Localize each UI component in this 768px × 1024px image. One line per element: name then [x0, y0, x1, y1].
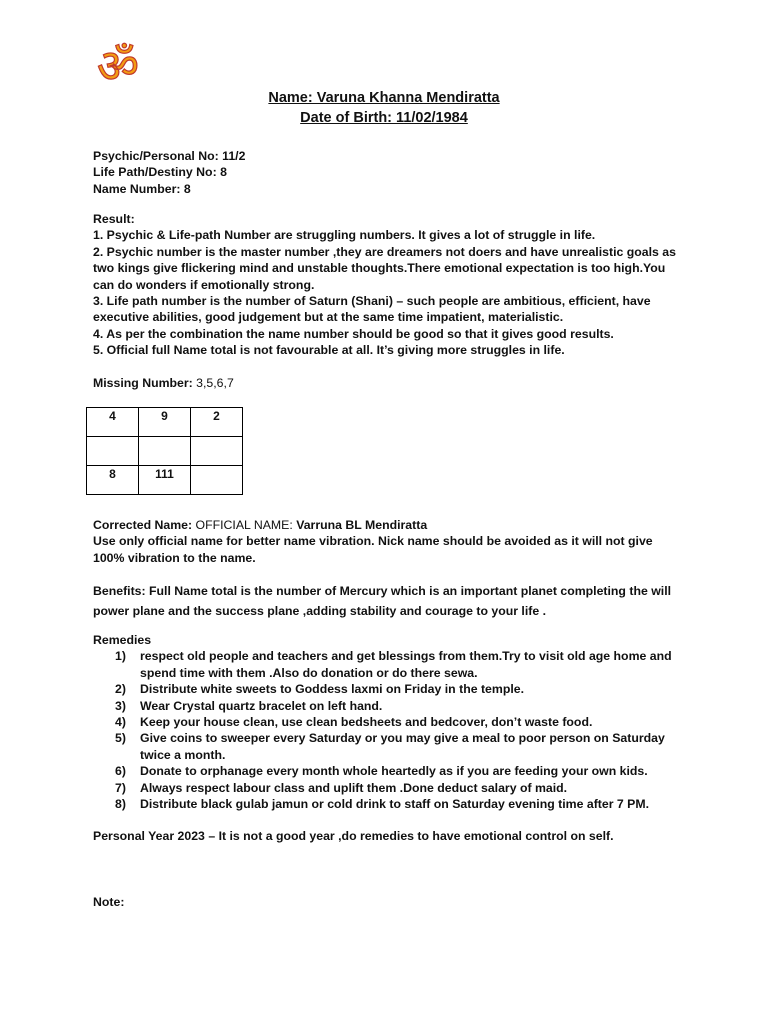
corrected-name-section	[93, 517, 683, 566]
benefits-label: Benefits:	[93, 584, 150, 598]
result-item: 5. Official full Name total is not favourable at all. It’s giving more struggles in life.	[93, 343, 565, 358]
grid-cell: 8	[87, 466, 139, 495]
grid-cell	[139, 437, 191, 466]
numbers-section	[93, 148, 683, 197]
grid-cell: 9	[139, 408, 191, 437]
remedies-heading: Remedies	[93, 633, 152, 647]
corrected-name-note: Use only official name for better name vibration. Nick name should be avoided as it will not give 100% vibration to the name.	[93, 534, 653, 565]
benefits-text: Full Name total is the number of Mercury which is an important planet completing the will power plane and the success plane ,adding stability and courage to your life .	[93, 584, 672, 618]
note-label: Note:	[93, 895, 125, 909]
life-path-number: Life Path/Destiny No: 8	[93, 165, 227, 180]
personal-year-line: Personal Year 2023 – It is not a good year ,do remedies to have emotional control on self.	[93, 829, 614, 843]
om-symbol-icon	[92, 40, 144, 88]
corrected-name-value: Varruna BL Mendiratta	[296, 518, 428, 532]
list-item: 8) Distribute black gulab jamun or cold drink to staff on Saturday evening time after 7 PM.	[115, 797, 650, 812]
list-item: 3) Wear Crystal quartz bracelet on left hand.	[115, 698, 383, 713]
grid-cell	[191, 437, 243, 466]
grid-cell: 111	[139, 466, 191, 495]
remedies-section	[93, 632, 683, 812]
grid-cell: 4	[87, 408, 139, 437]
remedies-list	[93, 648, 683, 812]
result-item: 4. As per the combination the name number should be good so that it gives good results.	[93, 326, 614, 341]
name-number: Name Number: 8	[93, 181, 191, 196]
list-item: 5) Give coins to sweeper every Saturday or you may give a meal to poor person on Saturday twice a month.	[115, 731, 665, 762]
list-item: 4) Keep your house clean, use clean bedsheets and bedcover, don’t waste food.	[115, 715, 593, 730]
list-item: 6) Donate to orphanage every month whole heartedly as if you are feeding your own kids.	[115, 764, 648, 779]
result-item: 2. Psychic number is the master number ,they are dreamers not doers and have unrealistic goals as two kings give flickering mind and unstable thoughts.There emotional expectation is too high.You can do wonders if emotionally strong.	[93, 244, 676, 292]
missing-number-value: 3,5,6,7	[196, 376, 234, 390]
missing-number-line	[93, 375, 683, 391]
missing-number-label: Missing Number:	[93, 376, 197, 390]
result-section	[93, 211, 683, 359]
list-item: 1) respect old people and teachers and get blessings from them.Try to visit old age home and spend time with them .Also do donation or do there sewa.	[115, 649, 672, 680]
grid-cell	[87, 437, 139, 466]
svg-text:ॐ: ॐ	[97, 40, 139, 88]
dob-title: Date of Birth: 11/02/1984	[300, 110, 468, 126]
official-name-label: OFFICIAL NAME:	[195, 518, 297, 532]
grid-cell	[191, 466, 243, 495]
list-item: 2) Distribute white sweets to Goddess laxmi on Friday in the temple.	[115, 682, 525, 697]
psychic-number: Psychic/Personal No: 11/2	[93, 149, 246, 163]
result-heading: Result:	[93, 212, 135, 226]
result-item: 1. Psychic & Life-path Number are struggling numbers. It gives a lot of struggle in life.	[93, 228, 596, 243]
result-item: 3. Life path number is the number of Saturn (Shani) – such people are ambitious, efficient, have executive abilities, good judgement but at the same time impatient, materialistic.	[93, 294, 651, 325]
benefits-section	[93, 582, 683, 621]
list-item: 7) Always respect labour class and uplift them .Done deduct salary of maid.	[115, 780, 568, 795]
name-title: Name: Varuna Khanna Mendiratta	[268, 90, 500, 106]
lo-shu-grid	[86, 407, 243, 495]
corrected-name-label: Corrected Name:	[93, 518, 196, 532]
grid-cell: 2	[191, 408, 243, 437]
